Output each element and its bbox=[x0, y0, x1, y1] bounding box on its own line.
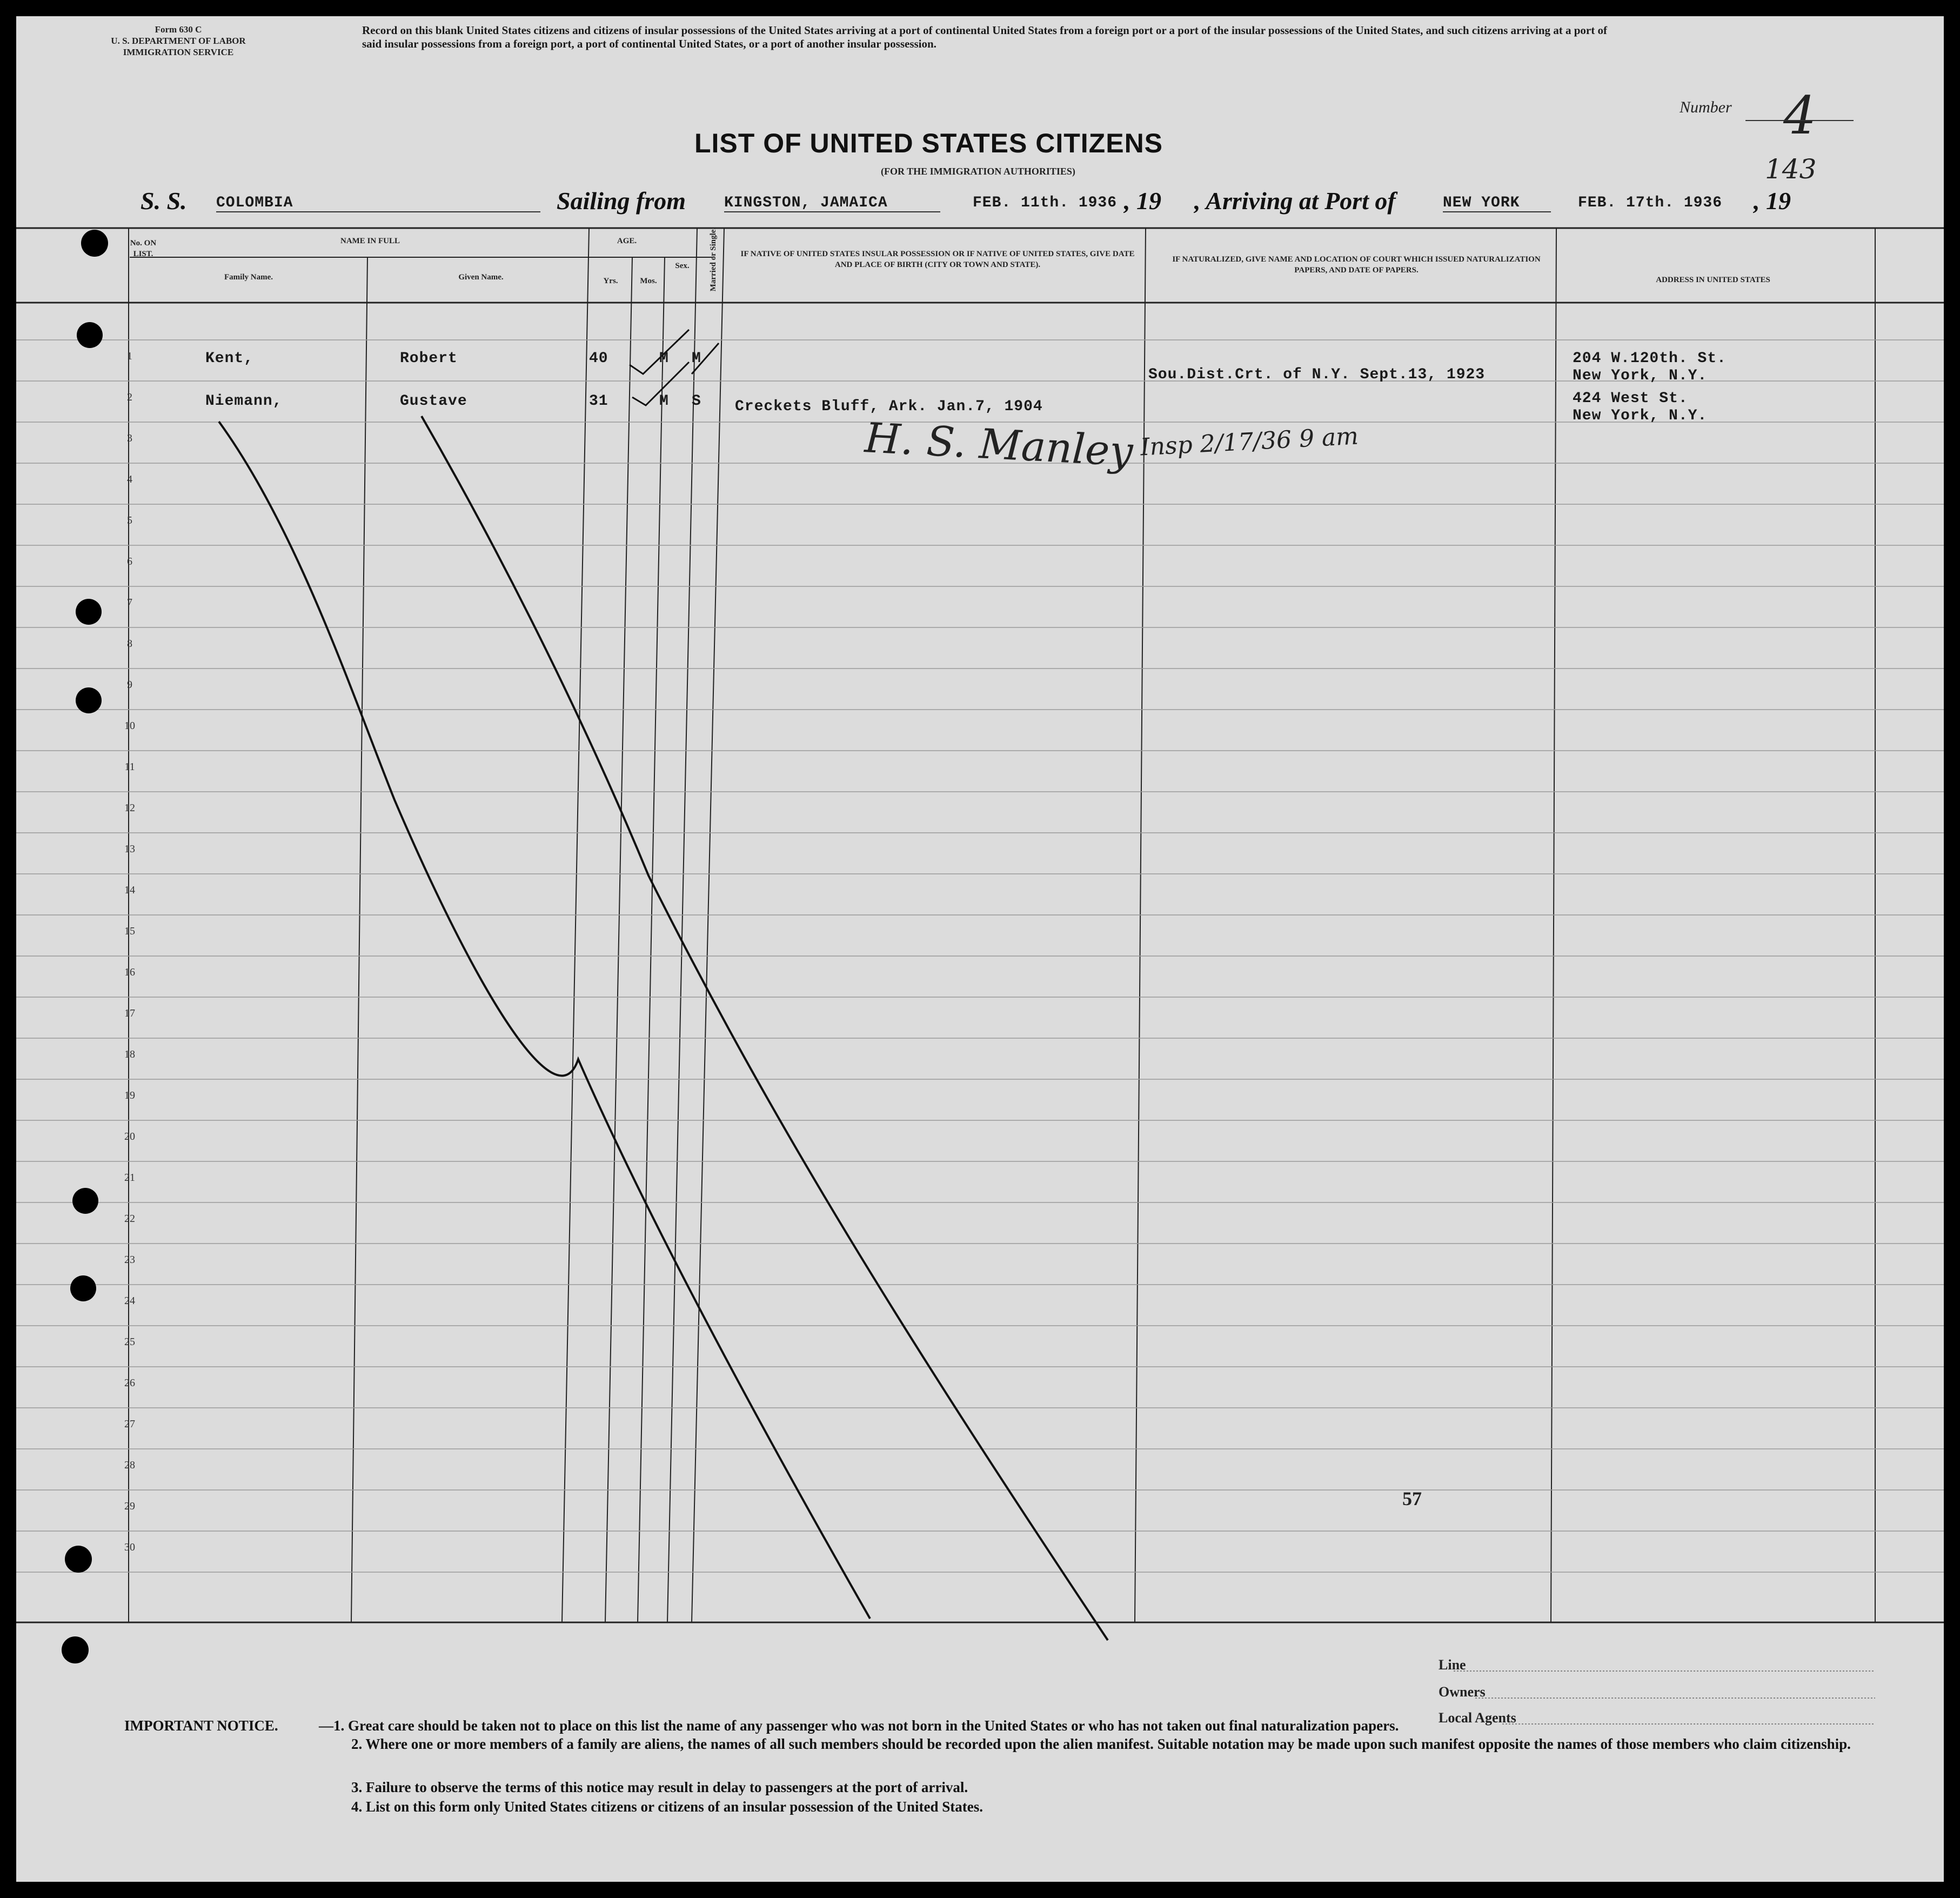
sailing-from-label: Sailing from bbox=[557, 187, 686, 215]
row-number: 23 bbox=[124, 1254, 135, 1266]
notice-item-4: 4. List on this form only United States citizens or citizens of an insular possession of the United States. bbox=[351, 1799, 984, 1815]
service-name: IMMIGRATION SERVICE bbox=[123, 47, 234, 57]
row-number: 20 bbox=[124, 1131, 135, 1142]
department-name: U. S. DEPARTMENT OF LABOR bbox=[111, 36, 246, 46]
row-number: 17 bbox=[124, 1007, 135, 1019]
row-number: 18 bbox=[124, 1048, 135, 1060]
row-number: 10 bbox=[124, 720, 135, 732]
passenger-family-name: Niemann, bbox=[205, 393, 283, 410]
col-given-header: Given Name. bbox=[458, 273, 504, 282]
col-yrs-header: Yrs. bbox=[603, 277, 618, 285]
notice-item-3: 3. Failure to observe the terms of this notice may result in delay to passengers at the port of arrival. bbox=[351, 1779, 968, 1795]
row-number: 4 bbox=[127, 473, 132, 485]
row-number: 19 bbox=[124, 1090, 135, 1101]
inspector-signature: H. S. Manley bbox=[864, 413, 1134, 476]
inspection-note: Insp 2/17/36 9 am bbox=[1139, 422, 1360, 462]
ss-label: S. S. bbox=[141, 187, 187, 215]
row-number: 7 bbox=[127, 597, 132, 609]
arrival-port: NEW YORK bbox=[1443, 195, 1551, 212]
table-grid bbox=[16, 16, 1944, 1882]
stamp-number: 143 bbox=[1765, 153, 1817, 185]
row-number: 8 bbox=[127, 638, 132, 650]
row-number: 2 bbox=[127, 391, 132, 403]
form-instructions: Record on this blank United States citizens and citizens of insular possessions of the United States arriving at a port of continental United States from a foreign port or a port of the insular possessions of the United States, and such citizens arriving at a port of said insular possessions from a foreign port, a port of continental United States, or a port of another insular possession. bbox=[362, 24, 1607, 50]
row-number: 15 bbox=[124, 925, 135, 937]
passenger-address-line1: 424 West St. bbox=[1573, 390, 1688, 407]
row-number: 24 bbox=[124, 1295, 135, 1307]
row-number: 26 bbox=[124, 1377, 135, 1389]
row-number-column bbox=[113, 342, 146, 1574]
punch-hole bbox=[81, 230, 108, 257]
punch-hole bbox=[76, 687, 102, 713]
footer-agents-label: Local Agents bbox=[1439, 1710, 1516, 1726]
passenger-family-name: Kent, bbox=[205, 350, 254, 367]
number-label: Number bbox=[1680, 98, 1732, 116]
punch-hole bbox=[72, 1188, 98, 1214]
row-number: 12 bbox=[124, 802, 135, 814]
row-number: 11 bbox=[124, 761, 135, 773]
page-stamp: 57 bbox=[1402, 1488, 1422, 1509]
row-number: 3 bbox=[127, 432, 132, 444]
row-number: 6 bbox=[127, 556, 132, 567]
year-label-1: , 19 bbox=[1124, 187, 1161, 215]
col-sex-header: Sex. bbox=[675, 262, 690, 270]
notice-item-2: 2. Where one or more members of a family are aliens, the names of all such members should be recorded upon the alien manifest. Suitable notation may be made upon such manifest opposite the names of those members who claim citizenship. bbox=[351, 1736, 1851, 1752]
punch-hole bbox=[65, 1546, 92, 1573]
notice-item-1: —1. Great care should be taken not to place on this list the name of any passenger who was not born in the United States or who has not taken out final naturalization papers. bbox=[319, 1717, 1399, 1734]
year-label-2: , 19 bbox=[1754, 187, 1791, 215]
form-number: Form 630 C bbox=[155, 24, 202, 35]
form-sheet bbox=[16, 16, 1944, 1882]
page-subtitle: (FOR THE IMMIGRATION AUTHORITIES) bbox=[881, 166, 1075, 177]
punch-hole bbox=[77, 322, 103, 348]
footer-owners-label: Owners bbox=[1439, 1684, 1486, 1700]
passenger-given-name: Gustave bbox=[400, 393, 467, 410]
ship-name: COLOMBIA bbox=[216, 195, 540, 212]
row-number: 21 bbox=[124, 1172, 135, 1184]
col-naturalized-header: IF NATURALIZED, GIVE NAME AND LOCATION OF COURT WHICH ISSUED NATURALIZATION PAPERS, AND DATE OF PAPERS. bbox=[1172, 255, 1541, 275]
footer-line-label: Line bbox=[1439, 1657, 1466, 1673]
punch-hole bbox=[62, 1636, 89, 1663]
passenger-address-line2: New York, N.Y. bbox=[1573, 367, 1708, 384]
row-number: 27 bbox=[124, 1418, 135, 1430]
passenger-sex: M bbox=[659, 350, 669, 367]
col-name-header: NAME IN FULL bbox=[340, 237, 400, 245]
passenger-marital-status: S bbox=[692, 393, 701, 410]
notice-label: IMPORTANT NOTICE. bbox=[124, 1717, 278, 1734]
punch-hole bbox=[76, 599, 102, 625]
passenger-marital-status: M bbox=[692, 350, 701, 367]
row-number: 22 bbox=[124, 1213, 135, 1225]
passenger-address-line2: New York, N.Y. bbox=[1573, 407, 1708, 424]
row-number: 13 bbox=[124, 843, 135, 855]
passenger-given-name: Robert bbox=[400, 350, 458, 367]
arrival-date: FEB. 17th. 1936 bbox=[1578, 195, 1723, 211]
row-number: 16 bbox=[124, 966, 135, 978]
row-number: 14 bbox=[124, 884, 135, 896]
col-family-header: Family Name. bbox=[224, 273, 273, 282]
row-number: 25 bbox=[124, 1336, 135, 1348]
col-no-header: No. ON LIST. bbox=[130, 239, 157, 258]
passenger-address-line1: 204 W.120th. St. bbox=[1573, 350, 1727, 367]
col-age-header: AGE. bbox=[617, 237, 637, 245]
col-address-header: ADDRESS IN UNITED STATES bbox=[1656, 276, 1770, 284]
col-marital-header: Married or Single. bbox=[709, 227, 718, 292]
passenger-age-years: 40 bbox=[589, 350, 608, 367]
passenger-sex: M bbox=[659, 393, 669, 410]
col-mos-header: Mos. bbox=[640, 277, 657, 285]
row-number: 30 bbox=[124, 1541, 135, 1553]
col-birth-header: IF NATIVE OF UNITED STATES INSULAR POSSESSION OR IF NATIVE OF UNITED STATES, GIVE DATE AND PLACE OF BIRTH (CITY OR TOWN AND STATE). bbox=[740, 250, 1135, 269]
departure-date: FEB. 11th. 1936 bbox=[973, 195, 1118, 211]
row-number: 1 bbox=[127, 350, 132, 362]
number-value: 4 bbox=[1783, 85, 1817, 146]
row-number: 9 bbox=[127, 679, 132, 691]
arriving-label: , Arriving at Port of bbox=[1194, 187, 1396, 215]
punch-hole bbox=[70, 1275, 96, 1301]
passenger-birth: Creckets Bluff, Ark. Jan.7, 1904 bbox=[735, 398, 1043, 415]
passenger-naturalization: Sou.Dist.Crt. of N.Y. Sept.13, 1923 bbox=[1148, 366, 1486, 383]
page-title: LIST OF UNITED STATES CITIZENS bbox=[694, 128, 1163, 158]
passenger-age-years: 31 bbox=[589, 393, 608, 410]
row-number: 29 bbox=[124, 1500, 135, 1512]
departure-port: KINGSTON, JAMAICA bbox=[724, 195, 940, 212]
row-number: 5 bbox=[127, 514, 132, 526]
row-number: 28 bbox=[124, 1459, 135, 1471]
